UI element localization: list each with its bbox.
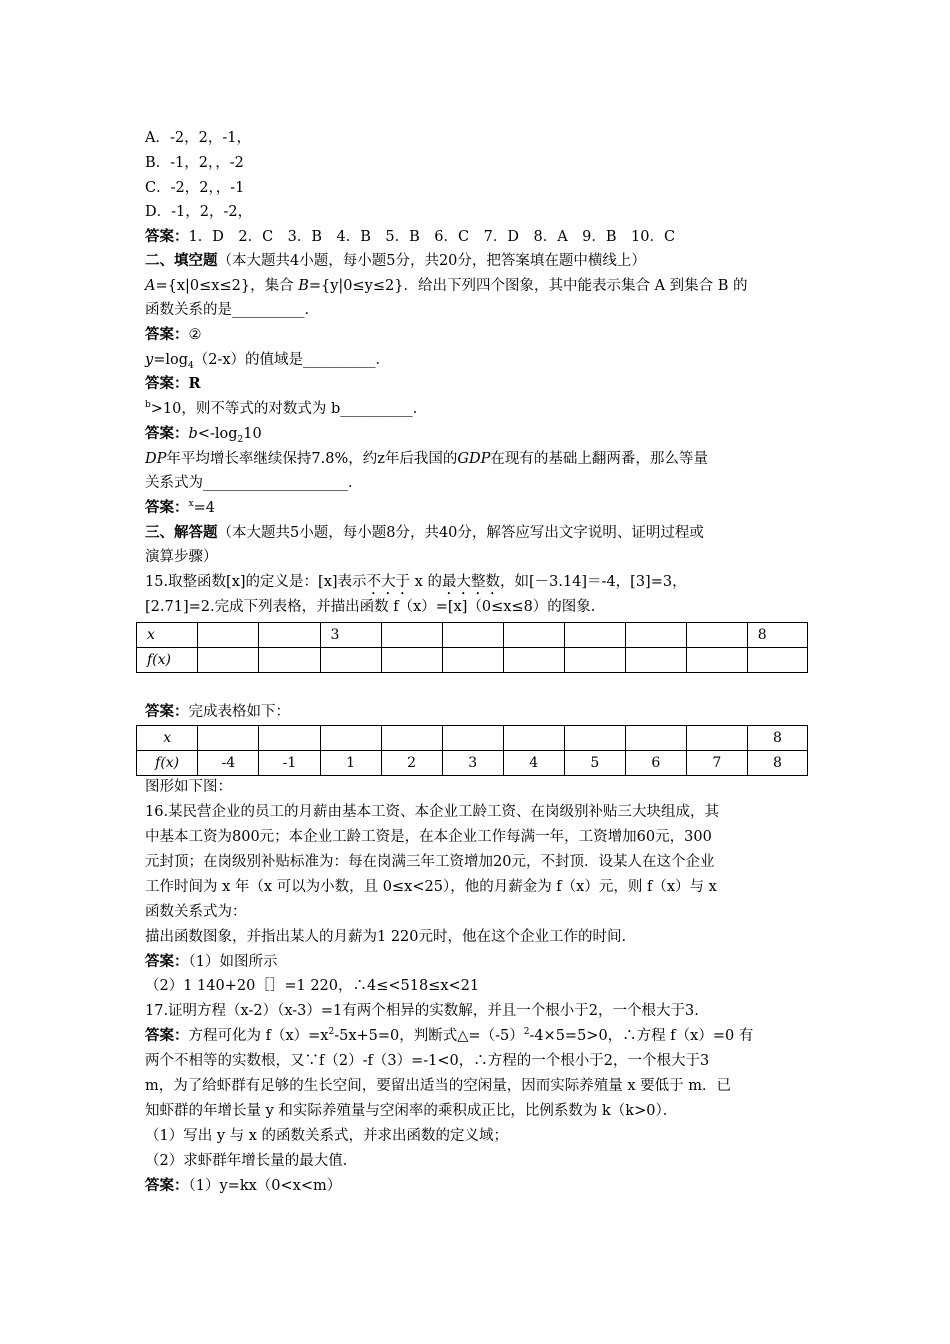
- q13-answer-b: b: [188, 426, 198, 442]
- q14-gdp: GDP: [457, 451, 491, 467]
- table-cell: -1: [259, 751, 320, 776]
- q15-l1-b: x 的: [410, 574, 442, 590]
- q11-line1: [145, 276, 748, 296]
- q12-answer-line: [145, 374, 201, 394]
- q11-set-b: B: [298, 278, 309, 294]
- q16-answer1: （1）如图所示: [188, 954, 278, 970]
- q13-answer-end: 10: [243, 426, 262, 442]
- q16-line4: 工作时间为 x 年（x 可以为小数，且 0≤x<25），他的月薪金为 f（x）元，则 f（x）与 x: [145, 879, 717, 895]
- q12-answer: R: [188, 375, 201, 392]
- q17-a1-c: -4×5=5>0，∴方程 f（x）=0 有: [529, 1028, 754, 1044]
- q12-text: =log: [153, 352, 189, 368]
- table-cell: 2: [381, 751, 442, 776]
- answer-label: 答案：: [145, 1027, 189, 1044]
- q15-table-filled: [136, 725, 808, 776]
- q17-answer-line1: [145, 1026, 753, 1046]
- q17-answer-line2: 两个不相等的实数根，又∵f（2）-f（3）=-1<0，∴方程的一个根小于2，一个根大于3: [145, 1053, 710, 1069]
- section3-heading: [145, 523, 704, 543]
- table-cell: x: [137, 726, 198, 751]
- q17-answer-line5: （1）写出 y 与 x 的函数关系式，并求出函数的定义域；: [145, 1128, 509, 1144]
- q12-rest: （2-x）的值域是__________．: [193, 352, 391, 368]
- table-cell: [381, 648, 442, 673]
- q12-line: [145, 350, 390, 370]
- option-a: A．-2，2，-1，: [145, 130, 251, 146]
- option-c: C．-2，2，，-1: [145, 180, 245, 196]
- q13-answer-line: [145, 424, 262, 444]
- table-cell: [381, 623, 442, 648]
- table-cell: [625, 648, 686, 673]
- option-b: B．-1，2，，-2: [145, 155, 244, 171]
- table-cell: [503, 726, 564, 751]
- q14-line1-text: 年平均增长率继续保持7.8%，约z年后我国的: [166, 451, 458, 467]
- q11-answer-line: [145, 325, 202, 345]
- table-cell: 6: [625, 751, 686, 776]
- table-cell: [503, 648, 564, 673]
- q15-line2: [2.71]=2.完成下列表格，并描出函数 f（x）=[x]（0≤x≤8）的图象.: [145, 599, 596, 615]
- section3-note1: （本大题共5小题，每小题8分，共40分，解答应写出文字说明、证明过程或: [217, 525, 704, 541]
- q16-answer-line1: [145, 952, 277, 972]
- table-cell: [259, 726, 320, 751]
- q13-text: >10，则不等式的对数式为 b__________．: [150, 401, 428, 417]
- table-cell: 8: [747, 751, 807, 776]
- q14-answer-sup: x: [188, 499, 194, 510]
- q14-answer-text: =4: [193, 500, 215, 516]
- table-cell: -4: [198, 751, 259, 776]
- table-cell: [564, 726, 625, 751]
- table-cell: 3: [442, 751, 503, 776]
- table-cell: [442, 623, 503, 648]
- table-cell: [686, 648, 747, 673]
- q17-line1: 17.证明方程（x-2）（x-3）=1有两个相异的实数解，并且一个根小于2，一个根大于3.: [145, 1003, 699, 1019]
- q15-figure-caption: 图形如下图：: [145, 779, 232, 795]
- table-cell: [259, 623, 320, 648]
- q17-answer-line7: [145, 1176, 341, 1196]
- table-row: [137, 648, 808, 673]
- q14-line2: 关系式为____________________．: [145, 475, 363, 491]
- answer-label: 答案：: [145, 1177, 189, 1194]
- table-cell: [442, 648, 503, 673]
- table-cell: [198, 623, 259, 648]
- q17-a1-sup: 2: [328, 1027, 335, 1038]
- q15-l1-a: 15.取整函数[x]的定义是：[x]表示: [145, 574, 367, 590]
- q13-line: [145, 399, 427, 419]
- q14-answer-line: [145, 498, 215, 518]
- table-cell: [686, 726, 747, 751]
- answer-label: 答案：: [145, 375, 189, 392]
- q17-answer-line6: （2）求虾群年增长量的最大值.: [145, 1153, 348, 1169]
- q15-answer: 完成表格如下：: [188, 704, 290, 720]
- q12-y: y: [145, 352, 154, 368]
- table-cell: 8: [747, 726, 807, 751]
- q14-dp: DP: [145, 451, 167, 467]
- table-cell: [259, 648, 320, 673]
- q16-line3: 元封顶；在岗级别补贴标准为：每在岗满三年工资增加20元，不封顶．设某人在这个企业: [145, 854, 715, 870]
- q16-line2: 中基本工资为800元；本企业工龄工资是，在本企业工作每满一年，工资增加60元，300: [145, 829, 712, 845]
- q16-line1: 16.某民营企业的员工的月薪由基本工资、本企业工龄工资、在岗级别补贴三大块组成，其: [145, 804, 720, 820]
- q11-text-b: ={x|0≤x≤2}，集合: [155, 278, 299, 294]
- q15-emphasis-2: 最大整数: [441, 574, 500, 590]
- table-cell: [198, 726, 259, 751]
- table-cell: 5: [564, 751, 625, 776]
- q15-l1-c: ，如[－3.14]＝-4，[3]=3，: [499, 574, 687, 590]
- q16-line5: 函数关系式为：: [145, 904, 247, 920]
- q15-emphasis-1: 不大于: [366, 574, 411, 590]
- q16-answer-line2: （2）1 140+20［］=1 220，∴4≤<518≤x<21: [145, 978, 480, 994]
- table-cell: [625, 726, 686, 751]
- q13-answer-sub: 2: [237, 434, 244, 445]
- section3-title: 三、解答题: [145, 524, 218, 541]
- q11-set-a: A: [145, 278, 156, 294]
- q17-answer-line3: m，为了给虾群有足够的生长空间，要留出适当的空闲量，因而实际养殖量 x 要低于 m．已: [145, 1078, 732, 1094]
- answer-label: 答案：: [145, 703, 189, 720]
- q13-answer-rest: <-log: [197, 426, 238, 442]
- table-cell: [564, 623, 625, 648]
- table-cell: 3: [320, 623, 381, 648]
- q16-line6: 描出函数图象，并指出某人的月薪为1 220元时，他在这个企业工作的时间.: [145, 929, 627, 945]
- section2-note: （本大题共4小题，每小题5分，共20分，把答案填在题中横线上）: [217, 253, 646, 269]
- table-cell: f(x): [137, 751, 198, 776]
- section2-heading: [145, 251, 646, 271]
- q17-a1-b: -5x+5=0，判断式△=（-5）: [334, 1028, 524, 1044]
- q11-text-d: ={y|0≤y≤2}．给出下列四个图象，其中能表示集合 A 到集合 B 的: [308, 278, 748, 294]
- answers-1-10-line: [145, 227, 675, 247]
- q14-line1-end: 在现有的基础上翻两番，那么等量: [490, 451, 708, 467]
- q17-answer-line4: 知虾群的年增长量 y 和实际养殖量与空闲率的乘积成正比，比例系数为 k（k>0）．: [145, 1103, 678, 1119]
- answer-label: 答案：: [145, 499, 189, 516]
- q11-answer: ②: [188, 327, 202, 343]
- q14-line1: [145, 449, 708, 469]
- answer-label: 答案：: [145, 228, 189, 245]
- table-cell: [320, 726, 381, 751]
- option-d: D．-1，2，-2，: [145, 204, 253, 220]
- answer-label: 答案：: [145, 326, 189, 343]
- answer-label: 答案：: [145, 953, 189, 970]
- q17-a1-a: 方程可化为 f（x）=x: [188, 1028, 329, 1044]
- answers-1-10: 1．D 2．C 3．B 4．B 5．B 6．C 7．D 8．A 9．B 10．C: [188, 229, 676, 245]
- table-cell: [503, 623, 564, 648]
- q15-answer-line: [145, 702, 290, 722]
- table-cell: f(x): [137, 648, 198, 673]
- q17-a1-sup2: 2: [523, 1027, 530, 1038]
- table-cell: 4: [503, 751, 564, 776]
- table-row: [137, 751, 808, 776]
- answer-label: 答案：: [145, 425, 189, 442]
- section3-note2: 演算步骤）: [145, 549, 218, 565]
- table-cell: [686, 623, 747, 648]
- table-row: [137, 726, 808, 751]
- section2-title: 二、填空题: [145, 252, 218, 269]
- q11-line2: 函数关系的是__________．: [145, 302, 319, 318]
- table-cell: x: [137, 623, 198, 648]
- table-cell: 7: [686, 751, 747, 776]
- q17-a7: （1）y=kx（0<x<m）: [188, 1178, 342, 1194]
- table-cell: [564, 648, 625, 673]
- table-cell: [381, 726, 442, 751]
- table-cell: [625, 623, 686, 648]
- table-cell: [747, 648, 807, 673]
- q13-sup: b: [145, 400, 151, 411]
- table-cell: [320, 648, 381, 673]
- q15-line1: [145, 572, 687, 598]
- table-cell: 1: [320, 751, 381, 776]
- table-cell: [198, 648, 259, 673]
- table-cell: [442, 726, 503, 751]
- q12-sub: 4: [188, 360, 194, 371]
- table-row: [137, 623, 808, 648]
- table-cell: 8: [747, 623, 807, 648]
- q15-table-blank: [136, 622, 808, 673]
